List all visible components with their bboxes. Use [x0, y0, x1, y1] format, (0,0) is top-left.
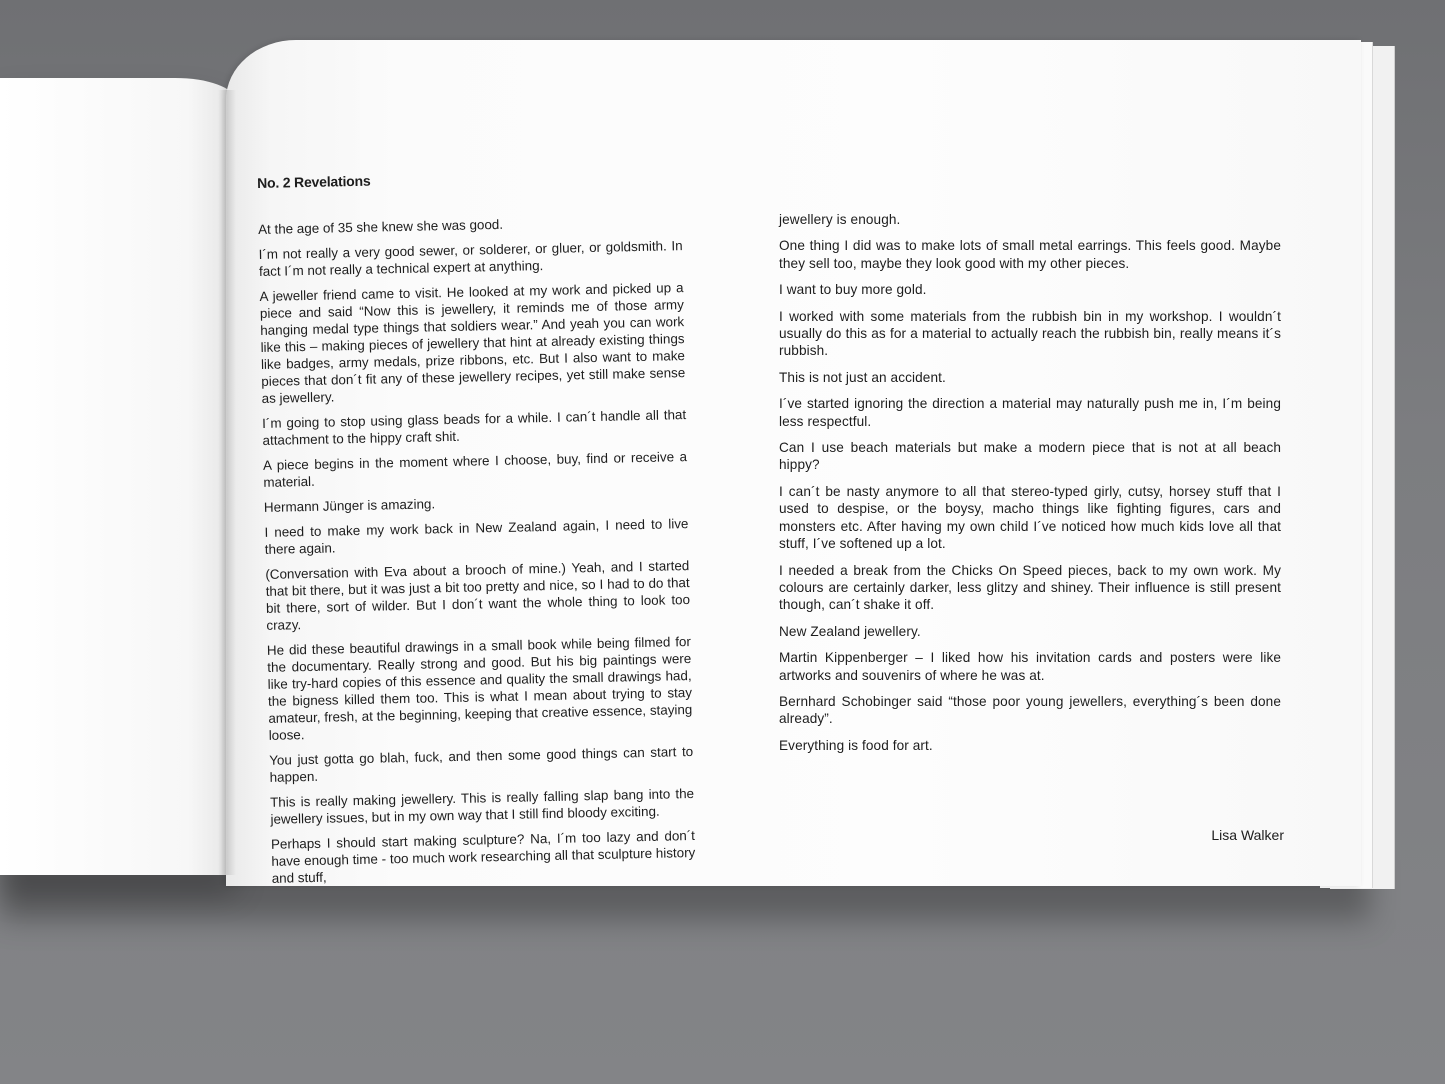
paragraph: Perhaps I should start making sculpture? Na, I´m too lazy and don´t have enough time - too much work researching all that sculpture history and stuff, [270, 827, 696, 886]
paragraph: Can I use beach materials but make a modern piece that is not at all beach hippy? [779, 440, 1281, 473]
paragraph: I can´t be nasty anymore to all that stereo-typed girly, cutsy, horsey stuff that I used to despise, or the boysy, macho things like fighting figures, cars and monsters etc. After having my own child I´ve noticed how much kids love all that stuff, I´ve softened up a lot. [779, 483, 1281, 552]
paragraph: I´ve started ignoring the direction a material may naturally push me in, I´m being less respectful. [779, 396, 1281, 429]
paragraph: A piece begins in the moment where I choose, buy, find or receive a material. [262, 449, 688, 490]
paragraph: I´m going to stop using glass beads for a while. I can´t handle all that attachment to the hippy craft shit. [262, 407, 687, 448]
paragraph: This is really making jewellery. This is really falling slap bang into the jewellery issues, but in my own way that I still find bloody exciting. [269, 785, 695, 827]
paragraph: (Conversation with Eva about a brooch of mine.) Yeah, and I started that bit there, but it was just a bit too pretty and nice, so I had to do that bit there, sort of wilder. But I don´t want the whole thing to look too crazy. [265, 558, 691, 633]
paragraph: New Zealand jewellery. [779, 623, 921, 639]
paragraph: You just gotta go blah, fuck, and then some good things can start to happen. [269, 743, 694, 785]
right-column [779, 211, 1281, 763]
paragraph: Everything is food for art. [779, 737, 933, 753]
author-signature: Lisa Walker [1211, 827, 1284, 843]
paragraph: He did these beautiful drawings in a small book while being filmed for the documentary. Really strong and good. But his big paintings were like try-hard copies of this essence and quality the small drawings had, the bigness killed them too. This is what I mean about trying to stay amateur, fresh, at the beginning, keeping that creative essence, staying loose. [266, 634, 693, 743]
page-heading: No. 2 Revelations [257, 172, 371, 191]
paragraph: One thing I did was to make lots of small metal earrings. This feels good. Maybe they sell too, maybe they look good with my other pieces. [779, 238, 1281, 271]
paragraph: Martin Kippenberger – I liked how his invitation cards and posters were like artworks and souvenirs of where he was at. [779, 650, 1281, 683]
paragraph: I worked with some materials from the rubbish bin in my workshop. I wouldn´t usually do this as for a material to actually reach the rubbish bin, really means it´s rubbish. [779, 308, 1281, 359]
left-page [0, 78, 235, 875]
paragraph: I need to make my work back in New Zealand again, I need to live there again. [264, 516, 689, 557]
book-gutter [218, 90, 236, 875]
paragraph: At the age of 35 she knew she was good. [257, 216, 504, 237]
paragraph: Hermann Jünger is amazing. [263, 496, 436, 515]
paragraph: I needed a break from the Chicks On Speed pieces, back to my own work. My colours are certainly darker, less glitzy and shiney. Their influence is still present though, can´t shake it off. [779, 562, 1281, 613]
paragraph: I´m not really a very good sewer, or solderer, or gluer, or goldsmith. In fact I´m not really a technical expert at anything. [258, 238, 683, 279]
paragraph: I want to buy more gold. [779, 282, 927, 298]
paragraph: A jeweller friend came to visit. He looked at my work and picked up a piece and said “Now this is jewellery, it reminds me of those army hanging medal type things that soldiers wear.” And yeah you can work like this – making pieces of jewellery that hint at already existing things like badges, army medals, prize ribbons, etc. But I also want to make pieces that don´t fit any of these jewellery recipes, yet still make sense as jewellery. [259, 280, 686, 406]
paragraph: Bernhard Schobinger said “those poor young jewellers, everything´s been done already”. [779, 693, 1281, 727]
paragraph: This is not just an accident. [779, 369, 946, 385]
paragraph: jewellery is enough. [779, 212, 901, 227]
left-column [257, 166, 696, 895]
